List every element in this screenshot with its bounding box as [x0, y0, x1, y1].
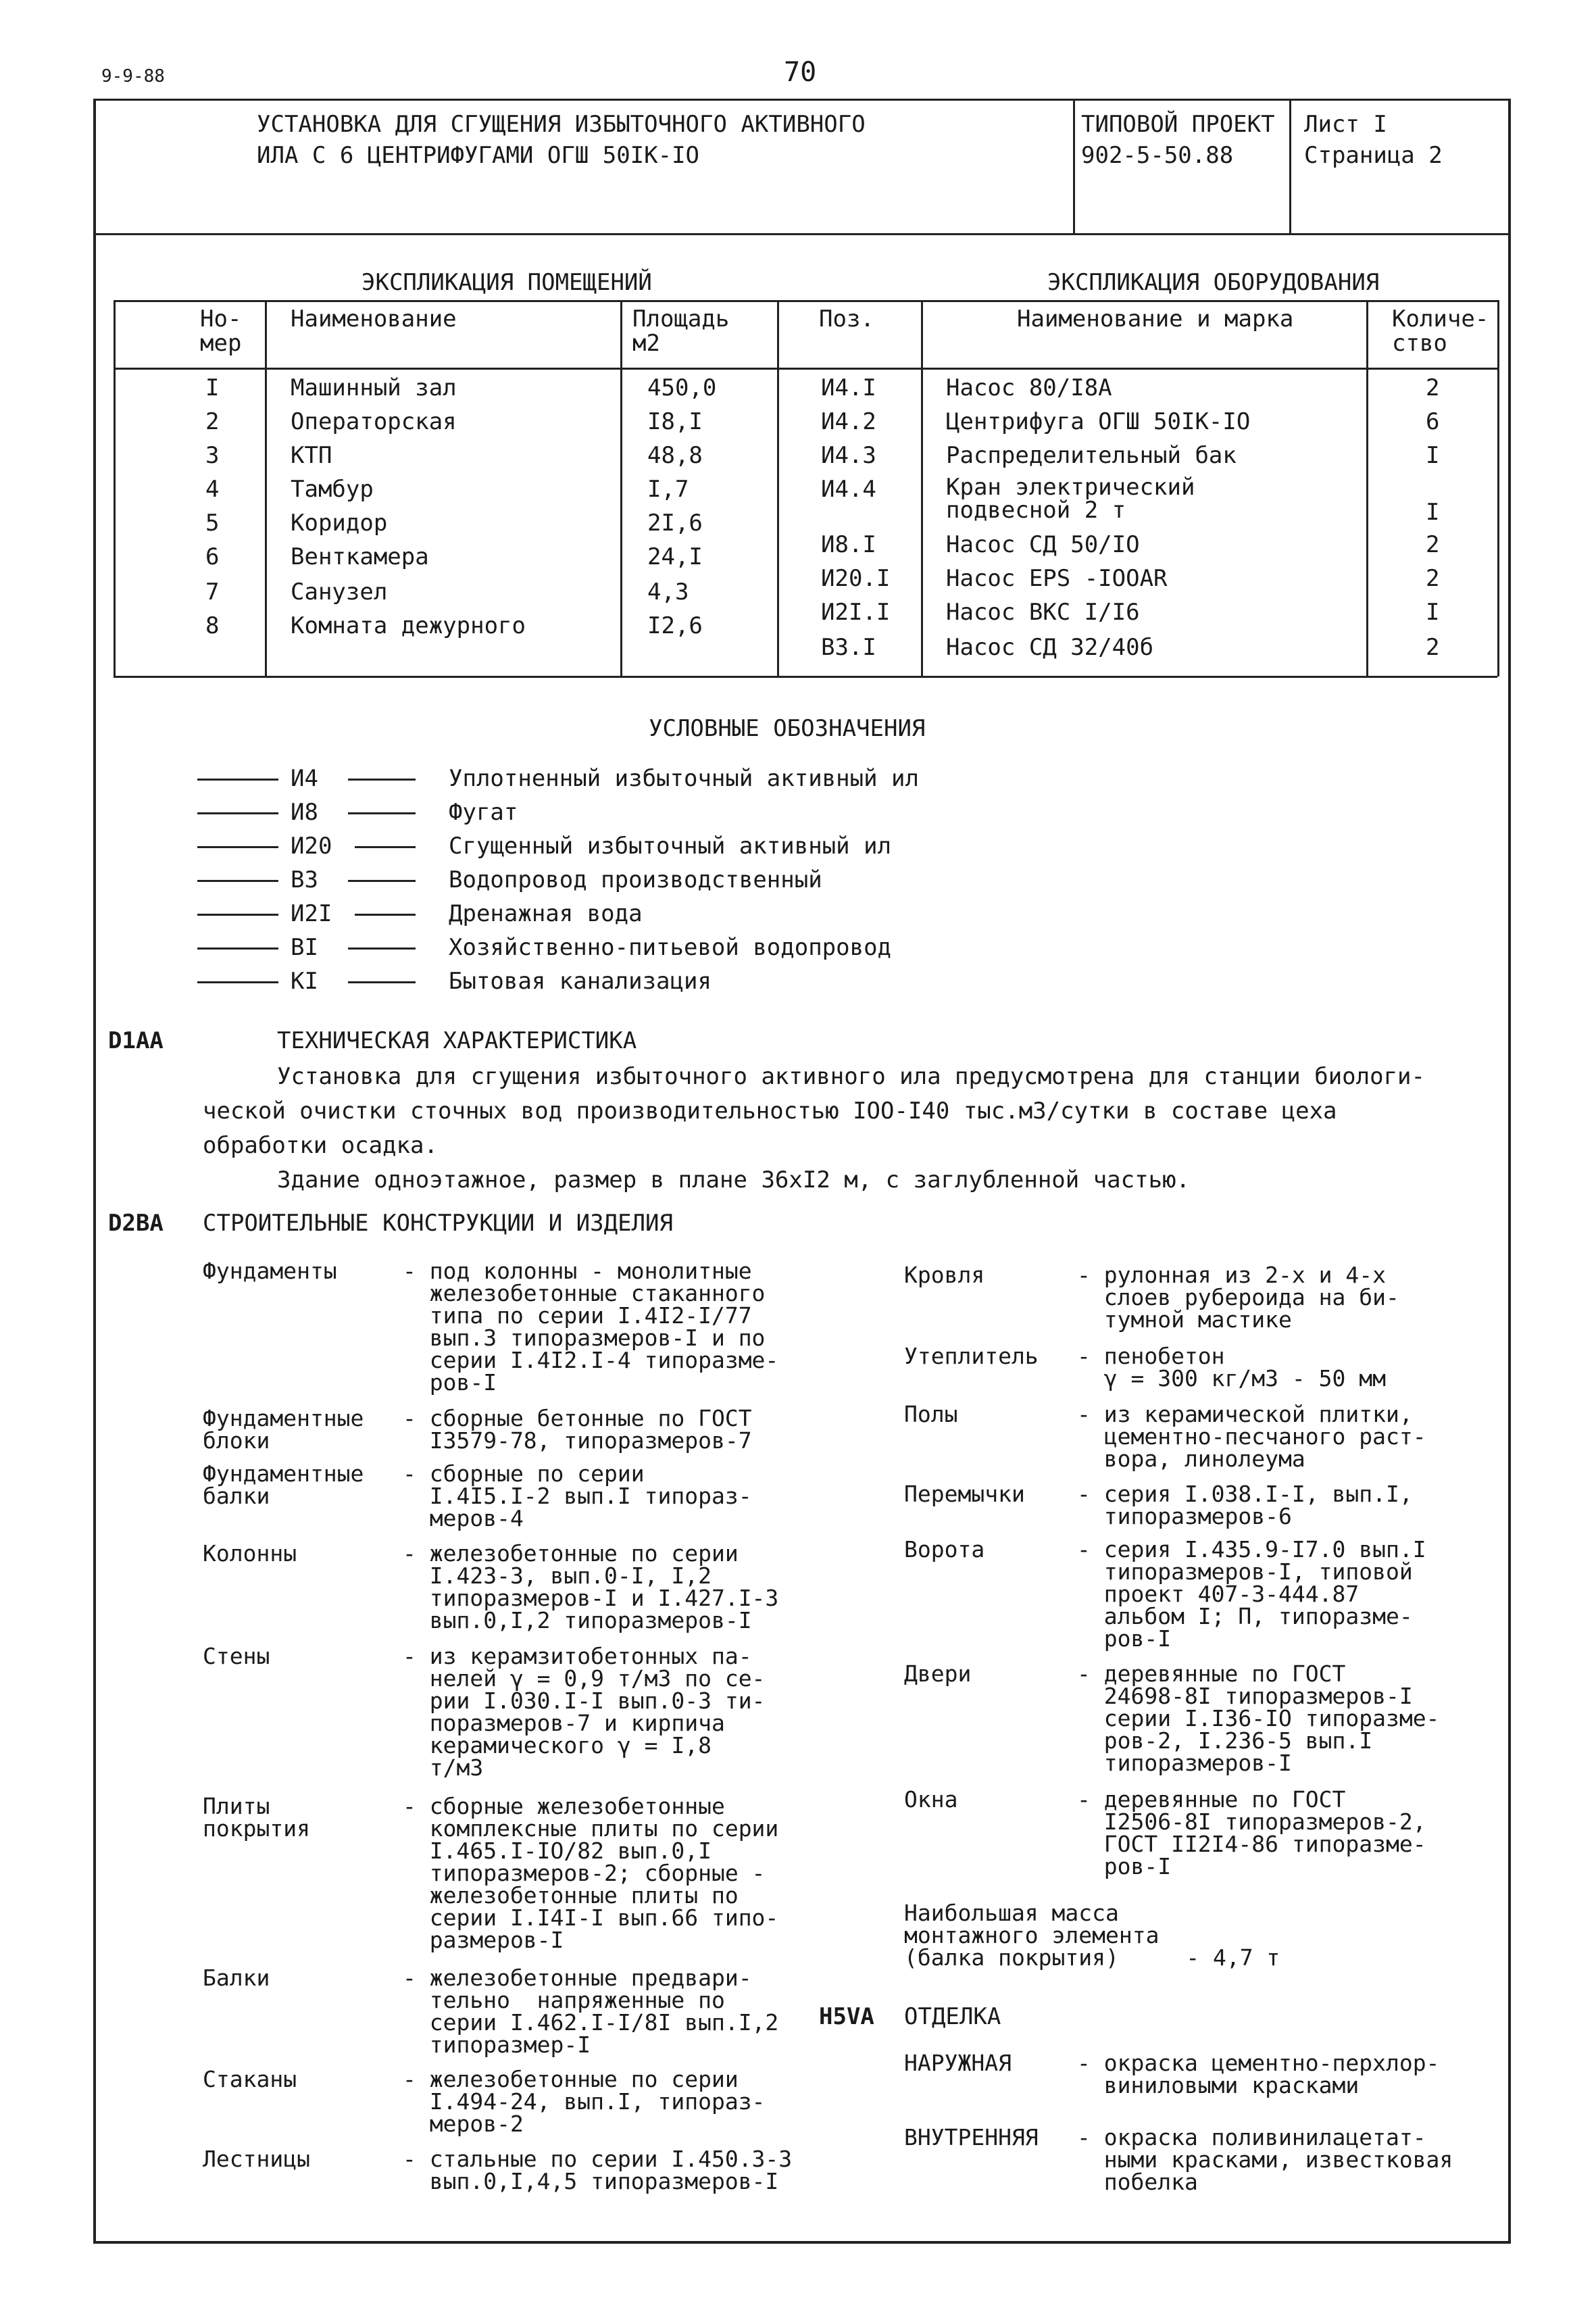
item-text: - сборные по серии I.4I5.I-2 вып.I типораз- меров-4 [403, 1460, 752, 1531]
room-name: Тамбур [291, 476, 374, 503]
equipment-qty: I [1426, 442, 1440, 469]
item-text: - серия I.038.I-I, вып.I, типоразмеров-6 [1077, 1481, 1413, 1529]
table-row: I [205, 374, 220, 401]
legend-label: Дренажная вода [449, 900, 643, 927]
legend-code: КI [291, 968, 318, 995]
item-text: - железобетонные по серии I.423-3, вып.0-I, I,2 типоразмеров-I и I.427.I-3 вып.0,I,2 типоразмеров-I [403, 1540, 779, 1633]
equipment-name: Насос ВКС I/I6 [946, 599, 1140, 626]
room-name: Венткамера [291, 543, 429, 570]
page-number: 70 [784, 57, 817, 88]
item-label: Фундаментные балки [203, 1460, 364, 1509]
room-area: 24,I [647, 543, 703, 570]
item-label: Фундаменты [203, 1258, 337, 1284]
project-number: 902-5-50.88 [1081, 142, 1234, 169]
legend-code: И2I [291, 900, 332, 927]
equipment-qty: I [1426, 599, 1440, 626]
table-row: 3 [205, 442, 220, 469]
item-text: - под колонны - монолитные железобетонные стаканного типа по серии I.4I2-I/77 вып.3 типоразмеров-I и по серии I.4I2.I-4 типоразме- ров-I [403, 1258, 779, 1396]
room-area: I,7 [647, 476, 689, 503]
table-row: 6 [205, 543, 220, 570]
legend-label: Хозяйственно-питьевой водопровод [449, 934, 892, 961]
equipment-qty: I [1426, 499, 1440, 526]
rooms-header-name: Наименование [291, 305, 457, 333]
project-label: ТИПОВОЙ ПРОЕКТ [1081, 111, 1275, 138]
legend-code: И20 [291, 833, 332, 860]
constructions-title: СТРОИТЕЛЬНЫЕ КОНСТРУКЦИИ И ИЗДЕЛИЯ [203, 1210, 673, 1237]
item-text: - сборные бетонные по ГОСТ I3579-78, типоразмеров-7 [403, 1405, 752, 1454]
table-row: 2 [205, 408, 220, 435]
equipment-qty: 2 [1426, 565, 1440, 592]
equipment-name: Насос 80/I8A [946, 374, 1112, 401]
item-label: Ворота [904, 1536, 985, 1562]
table-row: 5 [205, 510, 220, 537]
item-label: Кровля [904, 1262, 985, 1288]
rooms-header-number: Но- мер [200, 305, 242, 357]
item-label: Двери [904, 1660, 972, 1687]
item-label: Балки [203, 1965, 270, 1991]
equipment-header-qty: Количе- ство [1392, 305, 1489, 357]
item-label: Окна [904, 1786, 958, 1813]
table-row: 8 [205, 612, 220, 639]
constructions-code: D2BA [108, 1210, 164, 1237]
item-text: - деревянные по ГОСТ I2506-8I типоразмеров-2, ГОСТ II2I4-86 типоразме- ров-I [1077, 1786, 1426, 1879]
equipment-name: Центрифуга ОГШ 50IK-IO [946, 408, 1251, 435]
equipment-name: Кран электрический подвесной 2 т [946, 474, 1195, 524]
tech-line2: ческой очистки сточных вод производительностью IOO-I40 тыс.м3/сутки в составе цеха [203, 1098, 1337, 1125]
rooms-header-area: Площадь м2 [632, 305, 730, 357]
tech-title: ТЕХНИЧЕСКАЯ ХАРАКТЕРИСТИКА [277, 1027, 637, 1054]
room-area: 2I,6 [647, 510, 703, 537]
item-text: - сборные железобетонные комплексные плиты по серии I.465.I-IO/82 вып.0,I типоразмеров-2; сборные - железобетонные плиты по серии I.I4I-I вып.66 типо- размеров-I [403, 1793, 779, 1953]
page-label: Страница 2 [1304, 142, 1443, 169]
equipment-qty: 2 [1426, 634, 1440, 661]
room-area: 450,0 [647, 374, 717, 401]
legend-label: Уплотненный избыточный активный ил [449, 765, 919, 792]
legend-label: Фугат [449, 799, 518, 826]
table-row: И4.2 [821, 408, 876, 435]
finish-outer-text: - окраска цементно-перхлор- виниловыми красками [1077, 2050, 1440, 2098]
legend-code: И8 [291, 799, 318, 826]
item-text: - железобетонные предвари- тельно напряженные по серии I.462.I-I/8I вып.I,2 типоразмер-I [403, 1965, 779, 2058]
equipment-name: Распределительный бак [946, 442, 1237, 469]
room-name: Машинный зал [291, 374, 457, 401]
room-area: I8,I [647, 408, 703, 435]
title-line2: ИЛА С 6 ЦЕНТРИФУГАМИ ОГШ 50IK-IO [257, 142, 700, 169]
item-label: Утеплитель [904, 1343, 1039, 1369]
finish-title: ОТДЕЛКА [904, 2003, 1001, 2030]
equipment-name: Насос СД 32/40б [946, 634, 1154, 661]
max-mass-note: Наибольшая масса монтажного элемента (балка покрытия) - 4,7 т [904, 1900, 1280, 1971]
item-label: Перемычки [904, 1481, 1025, 1507]
table-row: 4 [205, 476, 220, 503]
item-label: Стены [203, 1643, 270, 1669]
equipment-name: Насос EPS -IOOAR [946, 565, 1168, 592]
table-row: 7 [205, 578, 220, 606]
finish-inner-text: - окраска поливинилацетат- ными красками, известковая побелка [1077, 2124, 1453, 2195]
room-name: Комната дежурного [291, 612, 526, 639]
room-name: Санузел [291, 578, 388, 606]
finish-inner-label: ВНУТРЕННЯЯ [904, 2124, 1039, 2150]
legend-label: Бытовая канализация [449, 968, 712, 995]
legend-code: И4 [291, 765, 318, 792]
item-label: Стаканы [203, 2066, 297, 2092]
item-label: Плиты покрытия [203, 1793, 310, 1842]
finish-code: H5VA [819, 2003, 874, 2030]
room-name: КТП [291, 442, 332, 469]
table-row: И4.3 [821, 442, 876, 469]
rooms-table-title: ЭКСПЛИКАЦИЯ ПОМЕЩЕНИЙ [361, 269, 652, 296]
equipment-qty: 6 [1426, 408, 1440, 435]
room-area: I2,6 [647, 612, 703, 639]
tech-line4: Здание одноэтажное, размер в плане 36хI2 м, с заглубленной частью. [277, 1166, 1191, 1193]
table-row: И4.4 [821, 476, 876, 503]
equipment-qty: 2 [1426, 374, 1440, 401]
legend-label: Сгущенный избыточный активный ил [449, 833, 892, 860]
legend-code: В3 [291, 866, 318, 893]
equipment-name: Насос СД 50/IO [946, 531, 1140, 558]
equipment-header-pos: Поз. [819, 305, 874, 333]
item-text: - деревянные по ГОСТ 24698-8I типоразмеров-I серии I.I36-IO типоразме- ров-2, I.236-5 вып.I типоразмеров-I [1077, 1660, 1440, 1776]
room-name: Операторская [291, 408, 457, 435]
legend-code: ВI [291, 934, 318, 961]
table-row: И2I.I [821, 599, 891, 626]
item-text: - пенобетон γ = 300 кг/м3 - 50 мм [1077, 1343, 1386, 1392]
legend-label: Водопровод производственный [449, 866, 822, 893]
title-line1: УСТАНОВКА ДЛЯ СГУЩЕНИЯ ИЗБЫТОЧНОГО АКТИВНОГО [257, 111, 866, 138]
item-label: Колонны [203, 1540, 297, 1567]
tech-line1: Установка для сгущения избыточного активного ила предусмотрена для станции биологи- [277, 1063, 1425, 1090]
item-text: - серия I.435.9-I7.0 вып.I типоразмеров-I, типовой проект 407-3-444.87 альбом I; П, типоразме- ров-I [1077, 1536, 1426, 1652]
equipment-header-name: Наименование и марка [1017, 305, 1294, 333]
tech-line3: обработки осадка. [203, 1132, 438, 1159]
table-row: В3.I [821, 634, 876, 661]
room-name: Коридор [291, 510, 388, 537]
legend-title: УСЛОВНЫЕ ОБОЗНАЧЕНИЯ [649, 715, 926, 742]
finish-outer-label: НАРУЖНАЯ [904, 2050, 1012, 2076]
item-text: - рулонная из 2-х и 4-х слоев рубероида на би- тумной мастике [1077, 1262, 1399, 1333]
item-text: - из керамзитобетонных па- нелей γ = 0,9 т/м3 по се- рии I.030.I-I вып.0-3 ти- поразмеров-7 и кирпича керамического γ = I,8 т/м3 [403, 1643, 766, 1781]
sheet-label: Лист I [1304, 111, 1387, 138]
room-area: 48,8 [647, 442, 703, 469]
print-date: 9-9-88 [101, 66, 165, 87]
item-label: Фундаментные блоки [203, 1405, 364, 1454]
item-text: - из керамической плитки, цементно-песчаного раст- вора, линолеума [1077, 1401, 1426, 1472]
table-row: И8.I [821, 531, 876, 558]
item-label: Полы [904, 1401, 958, 1427]
table-row: И4.I [821, 374, 876, 401]
room-area: 4,3 [647, 578, 689, 606]
item-label: Лестницы [203, 2146, 310, 2172]
equipment-qty: 2 [1426, 531, 1440, 558]
item-text: - железобетонные по серии I.494-24, вып.I, типораз- меров-2 [403, 2066, 766, 2137]
table-row: И20.I [821, 565, 891, 592]
tech-code: D1AA [108, 1027, 164, 1054]
equipment-table-title: ЭКСПЛИКАЦИЯ ОБОРУДОВАНИЯ [1047, 269, 1380, 296]
item-text: - стальные по серии I.450.3-3 вып.0,I,4,5 типоразмеров-I [403, 2146, 793, 2194]
